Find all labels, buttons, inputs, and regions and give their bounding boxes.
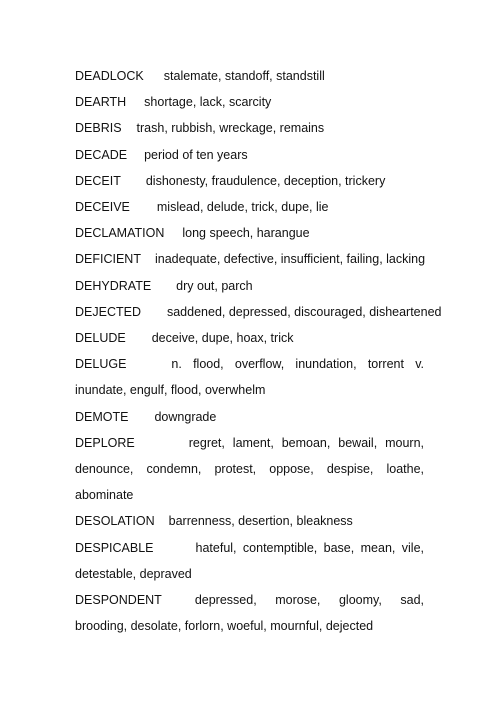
headword: DESPICABLE (75, 540, 154, 555)
entry-delude (75, 325, 424, 351)
entry-deadlock (75, 63, 424, 89)
headword: DECEIVE (75, 200, 130, 215)
headword: DESPONDENT (75, 593, 162, 608)
headword: DEJECTED (75, 304, 141, 319)
headword: DECEIT (75, 173, 121, 188)
entry-desolation (75, 508, 424, 534)
headword: DEBRIS (75, 121, 122, 136)
entry-deficient (75, 246, 424, 272)
entry-despondent (75, 587, 424, 639)
entry-despicable (75, 535, 424, 587)
headword: DEPLORE (75, 435, 135, 450)
definition: mislead, delude, trick, dupe, lie (156, 200, 329, 215)
definition: n. flood, overflow, inundation, torrent v. inundate, engulf, flood, overwhelm (75, 357, 424, 398)
definition: dry out, parch (176, 278, 253, 293)
definition: trash, rubbish, wreckage, remains (136, 121, 325, 136)
definition: depressed, morose, gloomy, sad, brooding, desolate, forlorn, woeful, mournful, dejected (75, 593, 424, 634)
entry-deceive (75, 194, 424, 220)
definition: period of ten years (144, 147, 248, 162)
definition: saddened, depressed, discouraged, disheartened (166, 304, 442, 319)
definition: inadequate, defective, insufficient, failing, lacking (154, 252, 426, 267)
entry-debris (75, 115, 424, 141)
headword: DEARTH (75, 95, 127, 110)
definition: hateful, contemptible, base, mean, vile, detestable, depraved (75, 540, 424, 581)
entry-demote (75, 404, 424, 430)
definition: long speech, harangue (182, 226, 310, 241)
entry-deplore (75, 430, 424, 509)
headword: DECADE (75, 147, 128, 162)
entry-dejected (75, 299, 442, 325)
headword: DELUGE (75, 357, 127, 372)
definition: shortage, lack, scarcity (144, 95, 272, 110)
definition: stalemate, standoff, standstill (163, 69, 325, 83)
headword: DEFICIENT (75, 252, 141, 267)
definition: deceive, dupe, hoax, trick (151, 331, 294, 346)
headword: DECLAMATION (75, 226, 165, 241)
entry-declamation (75, 220, 424, 246)
entry-deceit (75, 168, 424, 194)
entry-decade (75, 142, 424, 168)
headword: DESOLATION (75, 514, 155, 529)
headword: DEADLOCK (75, 69, 144, 83)
entry-dearth (75, 89, 424, 115)
definition: barrenness, desertion, bleakness (168, 514, 353, 529)
headword: DEHYDRATE (75, 278, 152, 293)
entry-deluge (75, 351, 424, 403)
definition: downgrade (154, 409, 217, 424)
entry-dehydrate (75, 273, 424, 299)
synonym-list (75, 63, 442, 639)
headword: DEMOTE (75, 409, 129, 424)
headword: DELUDE (75, 331, 126, 346)
definition: regret, lament, bemoan, bewail, mourn, denounce, condemn, protest, oppose, despise, loathe, abominate (75, 435, 424, 503)
definition: dishonesty, fraudulence, deception, trickery (145, 173, 386, 188)
